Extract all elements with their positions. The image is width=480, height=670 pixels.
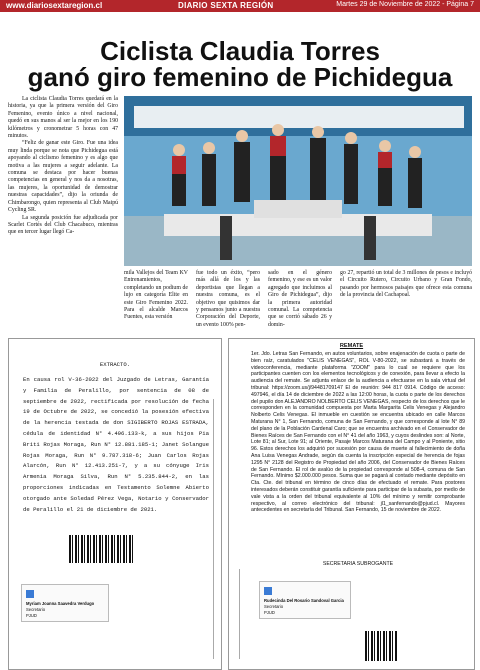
verified-icon xyxy=(264,587,272,595)
signer-name: Myriam Joanna Saavedra Verdugo xyxy=(26,601,95,606)
article-column-4 xyxy=(268,270,332,329)
signer-org: PJUD xyxy=(264,610,275,615)
signer-role: Secretario xyxy=(26,607,46,612)
signer-name: Rudecinda Del Rosario Sandoval Garcia xyxy=(264,598,344,603)
article-column-2 xyxy=(124,270,188,322)
podium-photo xyxy=(124,96,472,266)
article-column-1 xyxy=(8,96,118,237)
verified-icon xyxy=(26,590,34,598)
paragraph: “Feliz de ganar este Giro. Fue una idea muy linda porque se nota que Pichidegua está apoyando al ciclismo femenino y es algo que motiva a las mujeres a seguir adelante. La comuna se destaca por hacer buenas competencias en general y nos da a nosotras, las mujeres, la oportunidad de demostrar nuestras capacidades”, dijo la oriunda de Chimbarongo, quien representa al Club Maipú Cycling SR. xyxy=(8,140,118,214)
notice-title: REMATE xyxy=(339,343,364,349)
headline-line-1: Ciclista Claudia Torres xyxy=(100,36,380,66)
paragraph: mila Vallejos del Team KV Entrenamientos, completando un podium de lujo en categoría Elite en este Giro Femenino 2022. Para el alcalde Marcos Fuentes, esta versión xyxy=(124,270,188,321)
vertical-code-strip xyxy=(213,399,214,659)
podium-photo-illustration xyxy=(124,96,472,266)
paragraph: fue todo un éxito, “pero más allá de los y las deportistas que llegan a nuestra comuna, es el objetivo que quisimos dar y pensamos junto a nuestra Corporación del Deporte, un evento 100% pen- xyxy=(196,270,260,328)
section-name: DIARIO SEXTA REGIÓN xyxy=(178,1,274,10)
vertical-code-strip xyxy=(239,569,240,659)
notice-title: EXTRACTO. xyxy=(99,361,131,368)
notice-footer: SECRETARIA SUBROGANTE xyxy=(322,561,394,567)
paragraph: La ciclista Claudia Torres quedará en la historia, ya que la primera versión del Giro Femenino, evento único a nivel nacional, quedó en sus manos al ser la mejor en los 190 kilómetros y cronometrar 5 horas con 47 minutos. xyxy=(8,96,118,140)
legal-notice-extracto xyxy=(8,338,222,670)
site-url[interactable]: www.diariosextaregion.cl xyxy=(6,1,103,10)
paragraph: go 27, repartió un total de 3 millones de pesos e incluyó el Circuito Rutero, Circuito Urbano y Gran Fondo, pasando por hermosos paisajes que ofrece esta comuna de la provincia del Cachapoal. xyxy=(340,270,472,299)
barcode-icon xyxy=(69,535,133,563)
signature-stamp xyxy=(21,584,109,622)
legal-notice-remate xyxy=(228,338,475,670)
signer-role: Secretario xyxy=(264,604,284,609)
signer-org: PJUD xyxy=(26,613,37,618)
headline-line-2: ganó giro femenino de Pichidegua xyxy=(27,62,453,92)
qr-code-icon xyxy=(365,631,397,661)
article-column-5 xyxy=(340,270,472,300)
article-column-3 xyxy=(196,270,260,329)
paragraph: sado en el género femenino, y ese es un valor agregado que incluimos al Giro de Pichidegua”, dijo la primera autoridad comunal. La competencia que se corrió sábado 26 y domin- xyxy=(268,270,332,328)
notice-body: 1er. Jdo. Letras San Fernando, en autos voluntarios, sobre enajenación de cuota o parte de bien raíz, caratulados "CELIS VENEGAS", ROL V-80-2022, se subastará a través de videoconferencia, mediante plataforma "ZOOM" para lo cual se requiere que los participantes cuenten con los elementos tecnológicos y de conexión, para llevar a efecto la audiencia del remate. Se adjunta enlace de la audiencia a efectuarse en la sala virtual del tribunal: https://zoom.us/j/94481709147 El de reunión: 944 817 0914. Código de acceso: 497946, el día 14 de diciembre de 2022 a las 12:00 horas, la cuota o parte de los derechos del pupilo don ALEJANDRO NOLBERTO CELIS VENEGAS, respecto de los derechos que le corresponden en la comunidad compuesta por Marta Margarita Celis Venegas y Alejandro Nolberto Celis Venegas. El inmueble en cuestión se encuentra ubicado en calle Marcos Maturana N° 1, San Fernando, comuna de San Fernando, y que corresponde al lote N° 89 del plano de la Población Cardenal Caro; que se encuentra archivado en el Conservador de Bienes Raíces de San Fernando con el N° 41 del año 1963, y cuyos deslindes son: al Norte, Lote 81; al Sur, Lote 91; al Oriente, Pasaje Marcos Maturana del Campo y al Poniente, sitio 96. Estos derechos los adquirió por sucesión por causa de muerte al fallecimiento de doña Ana Luisa Venegas Andrade, según da cuenta la inscripción especial de herencia de fojas 1295 N° 2128 del Registro de Propiedad del año 2006, del Conservador de Bienes Raíces de San Fernando. El rol de avalúo de la propiedad corresponde al 508-4, comuna de San Fernando. Mínimo $2.000.000 pesos. Suma que se pagará al contado mediante depósito en Cta. Cte. del tribunal en término de cinco días de efectuado el remate. Para postores interesados deberán constituir garantía suficiente para participar de la subasta, por medio de vale vista a la orden del tribunal equivalente al 10% del mínimo y remitir comprobante respectivo, al correo electrónico del tribunal: jl1_sanfernando@pjud.cl. Mayores antecedentes en secretaría del Tribunal. San Fernando, 15 de noviembre de 2022. xyxy=(251,351,465,514)
paragraph: La segunda posición fue adjudicada por Scarlet Cortés del Club Chacabuco, mientras que en tercer lugar llegó Ca- xyxy=(8,214,118,236)
page-date: Martes 29 de Noviembre de 2022 - Página 7 xyxy=(336,1,474,8)
signature-stamp xyxy=(259,581,351,619)
notice-body: En causa rol V-36-2022 del Juzgado de Letras, Garantía y Familia de Peralillo, por sentencia de 08 de septiembre de 2022, rectificada por resolución de fecha 19 de Octubre de 2022, se concedió la posesión efectiva de la herencia testada de don SIGIBERTO ROJAS ESTRADA, cédula de identidad N° 4.496.133-k, a sus hijos Pia Briti Rojas Moraga, Run N° 12.881.185-1; Janet Solangue Rojas Moraga, Run N° 9.787.318-6; Juan Carlos Rojas Alarcón, Run N° 12.413.251-7, y a su cónyuge Iris Armenia Moraga Silva, Run N° 5.235.844-2, en las proporciones indicadas en Testamento Solemne Abierto otorgado ante Soledad Pérez Vega, Notario y Conservador de Peralillo el 21 de diciembre de 2021. xyxy=(23,376,209,513)
